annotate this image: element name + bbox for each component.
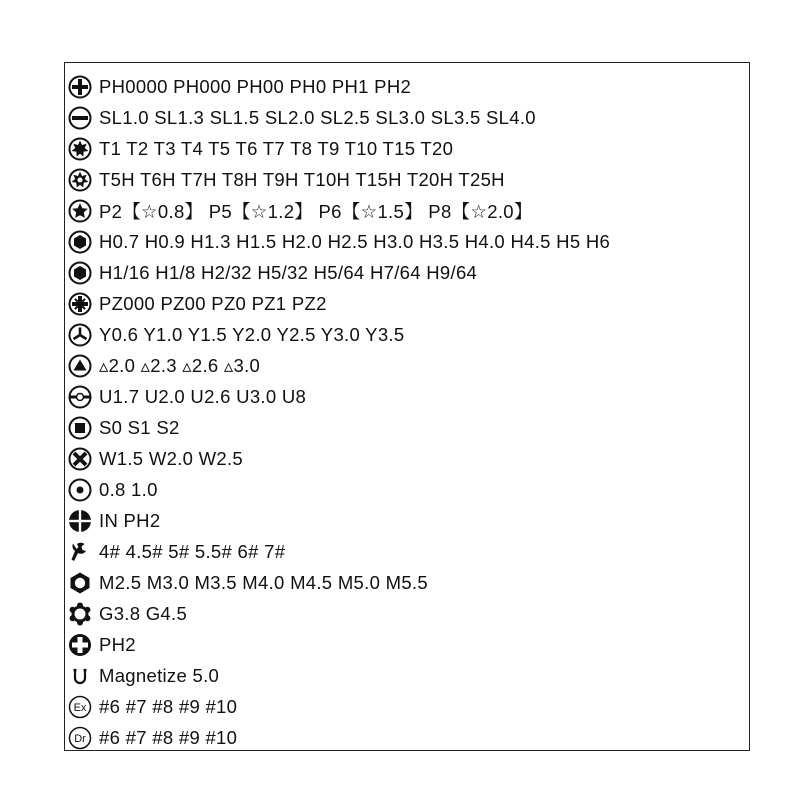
pozidriv-icon — [68, 292, 92, 316]
row-hex — [68, 229, 610, 255]
square-icon — [68, 416, 92, 440]
ex-icon — [68, 695, 92, 719]
phillips-bold-icon — [68, 633, 92, 657]
slotted-icon — [68, 106, 92, 130]
row-text: PH2 — [99, 634, 136, 655]
row-pozidriv — [68, 291, 327, 317]
row-text: IN PH2 — [99, 510, 161, 531]
w-type-icon — [68, 447, 92, 471]
row-phillips-bold — [68, 632, 136, 658]
row-magnet — [68, 663, 219, 689]
pentalobe-star-icon — [68, 199, 92, 223]
torx-security-icon — [68, 168, 92, 192]
row-w-type — [68, 446, 243, 472]
dr-icon — [68, 726, 92, 750]
gear-socket-icon — [68, 602, 92, 626]
row-text: H1/16 H1/8 H2/32 H5/32 H5/64 H7/64 H9/64 — [99, 262, 478, 283]
row-text: Magnetize 5.0 — [99, 665, 220, 686]
hex-socket-icon — [68, 571, 92, 595]
row-text: PH0000 PH000 PH00 PH0 PH1 PH2 — [99, 76, 412, 97]
row-text: #6 #7 #8 #9 #10 — [99, 696, 238, 717]
row-text: T5H T6H T7H T8H T9H T10H T15H T20H T25H — [99, 169, 505, 190]
row-wrench — [68, 539, 285, 565]
row-text: T1 T2 T3 T4 T5 T6 T7 T8 T9 T10 T15 T20 — [99, 138, 454, 159]
row-torx-security — [68, 167, 505, 193]
row-pentalobe — [68, 198, 533, 224]
row-tri-wing — [68, 322, 404, 348]
row-inner-cross — [68, 508, 160, 534]
row-text: #6 #7 #8 #9 #10 — [99, 727, 238, 748]
row-text: 4# 4.5# 5# 5.5# 6# 7# — [99, 541, 286, 562]
row-text: SL1.0 SL1.3 SL1.5 SL2.0 SL2.5 SL3.0 SL3.5 SL4.0 — [99, 107, 536, 128]
row-torx — [68, 136, 453, 162]
inner-cross-icon — [68, 509, 92, 533]
hex-icon — [68, 230, 92, 254]
row-gear-socket — [68, 601, 187, 627]
row-round — [68, 477, 158, 503]
row-text: P2【☆0.8】 P5【☆1.2】 P6【☆1.5】 P8【☆2.0】 — [99, 201, 533, 222]
row-text: U1.7 U2.0 U2.6 U3.0 U8 — [99, 386, 307, 407]
round-icon — [68, 478, 92, 502]
row-text: ▵2.0 ▵2.3 ▵2.6 ▵3.0 — [99, 355, 261, 376]
tri-wing-icon — [68, 323, 92, 347]
row-phillips — [68, 74, 411, 100]
row-text: 0.8 1.0 — [99, 479, 158, 500]
row-hex-socket — [68, 570, 428, 596]
row-text: PZ000 PZ00 PZ0 PZ1 PZ2 — [99, 293, 327, 314]
row-u-type — [68, 384, 306, 410]
row-ex — [68, 694, 237, 720]
row-dr — [68, 725, 237, 751]
triangle-icon — [68, 354, 92, 378]
row-text: W1.5 W2.0 W2.5 — [99, 448, 244, 469]
magnet-icon — [68, 664, 92, 688]
row-text: H0.7 H0.9 H1.3 H1.5 H2.0 H2.5 H3.0 H3.5 H4.0 H4.5 H5 H6 — [99, 231, 611, 252]
row-text: S0 S1 S2 — [99, 417, 180, 438]
row-triangle — [68, 353, 260, 379]
row-text: Y0.6 Y1.0 Y1.5 Y2.0 Y2.5 Y3.0 Y3.5 — [99, 324, 405, 345]
row-text: M2.5 M3.0 M3.5 M4.0 M4.5 M5.0 M5.5 — [99, 572, 428, 593]
wrench-icon — [68, 540, 92, 564]
u-type-icon — [68, 385, 92, 409]
hex-inch-icon — [68, 261, 92, 285]
row-square — [68, 415, 180, 441]
row-text: G3.8 G4.5 — [99, 603, 188, 624]
row-slotted — [68, 105, 536, 131]
dr-label: Dr — [74, 733, 86, 745]
ex-label: Ex — [73, 702, 87, 714]
phillips-icon — [68, 75, 92, 99]
torx-icon — [68, 137, 92, 161]
row-hex-inch — [68, 260, 477, 286]
